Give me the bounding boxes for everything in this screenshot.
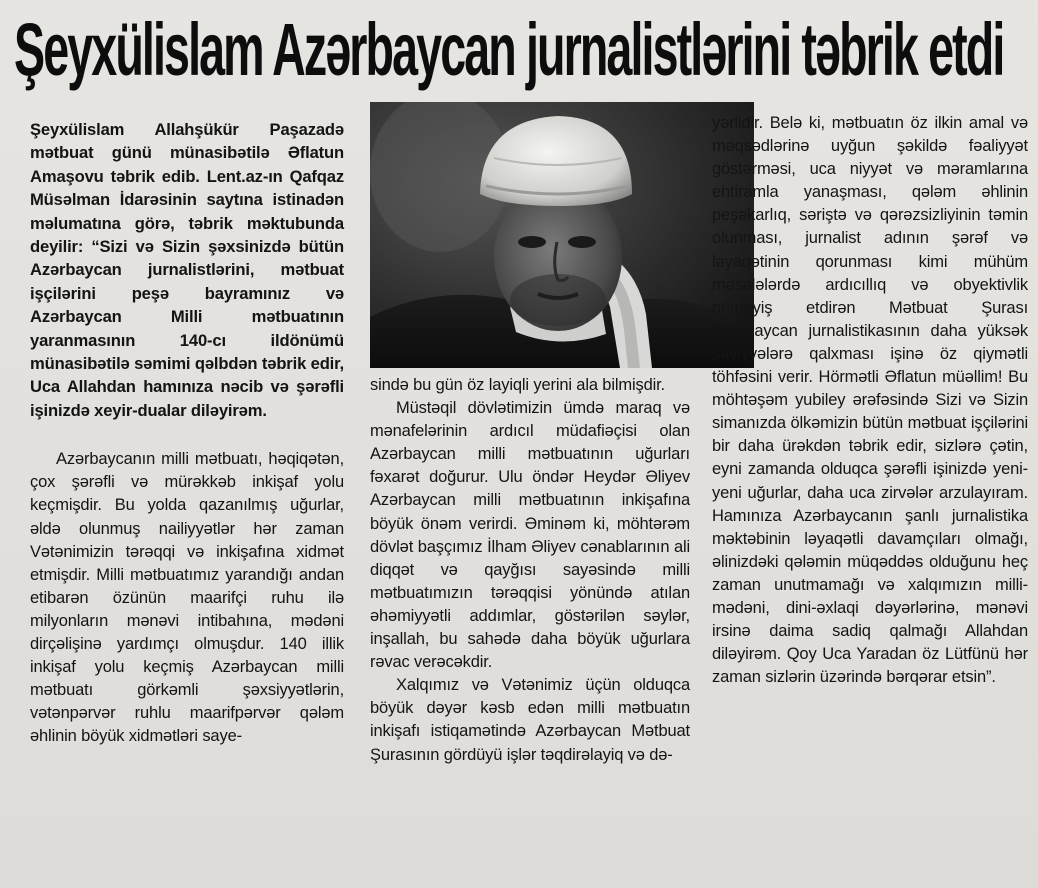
- article-paragraph: sində bu gün öz layiqli yerini ala bilmişdir.: [370, 376, 665, 394]
- article-paragraph: Azərbaycanın milli mətbuatı, həqiqətən, çox şərəfli və mürəkkəb inkişaf yolu keçmişdir. Bu yolda qazanılmış uğurlar, əldə olunmuş nailiyyətlər hər zaman Vətənimizin tərəqqi və inkişafına xidmət etmişdir. Milli mətbuatımız yarandığı andan etibarən özünün maarifçi ruhu ilə milyonların mənəvi intibahına, mədəni dirçəlişinə yardımçı olmuşdur. 140 illik inkişaf yolu keçmiş Azərbaycan milli mətbuatı görkəmli şəxsiyyətlərin, vətənpərvər ruhlu maarifpərvər qələm əhlinin böyük xidmətləri saye-: [30, 450, 344, 746]
- article-paragraph: Müstəqil dövlətimizin ümdə maraq və mənafelərinin ardıcıl müdafiəçisi olan Azərbaycan milli mətbuatının uğurları fəxarət doğurur. Ulu öndər Heydər Əliyev Azərbaycan milli mətbuatının inkişafına böyük önəm verirdi. Əminəm ki, möhtərəm dövlət başçımız İlham Əliyev cənablarının ali diqqət və qayğısı sayəsində milli mətbuatımızın tərəqqisi yönündə atılan əhəmiyyətli addımlar, göstərilən səylər, inşallah, bu sahədə daha böyük uğurlara rəvac verəcəkdir.: [370, 399, 690, 672]
- article-column-1: [30, 118, 344, 749]
- article-column-3: [712, 112, 1028, 689]
- portrait-image: [370, 102, 754, 368]
- article-headline: Şeyxülislam Azərbaycan jurnalistlərini təbrik etdi: [14, 8, 1004, 91]
- article-photo: [370, 102, 754, 368]
- article-paragraph: yərlidir. Belə ki, mətbuatın öz ilkin amal və məqsədlərinə uyğun şəkildə fəaliyyət göstərməsi, uca niyyət və məramlarına ehtiramla yanaşması, qələm əhlinin peşəkarlıq, səriştə və qərəzsizliyinin təmin olunması, jurnalist adının şərəf və ləyaqətinin qorunması kimi mühüm məsələlərdə ardıcıllıq və obyektivlik nümayiş etdirən Mətbuat Şurası Azərbaycan jurnalistikasının daha yüksək səviyyələrə qalxması işinə öz qiymətli töhfəsini verir. Hörmətli Əflatun müəllim! Bu möhtəşəm yubiley ərəfəsində Sizi və Sizin simanızda ölkəmizin bütün mətbuat işçilərini bir daha ürəkdən təbrik edir, sizlərə çətin, eyni zamanda olduqca şərəfli işinizdə yeni-yeni uğurlar, daha uca zirvələr arzulayıram. Hamınıza Azərbaycanın şanlı jurnalistika məktəbinin ləyaqətli davamçıları olmağı, əlinizdəki qələmin müqəddəs olduğunu heç zaman unutmamağı və xalqımızın milli-mədəni, dini-əxlaqi dəyərlərinə, mənəvi irsinə daima sadiq qalmağı Allahdan diləyirəm. Qoy Uca Yaradan öz Lütfünü hər zaman sizlərin üzərində bərqərar etsin”.: [712, 114, 1028, 687]
- article-paragraph: Xalqımız və Vətənimiz üçün olduqca böyük dəyər kəsb edən milli mətbuatın inkişafı istiqamətində Azərbaycan Mətbuat Şurasının gördüyü işlər təqdirəlayiq və də-: [370, 676, 690, 764]
- article-column-2: [370, 374, 690, 767]
- article-lead: Şeyxülislam Allahşükür Paşazadə mətbuat günü münasibətilə Əflatun Amaşovu təbrik edib. Lent.az-ın Qafqaz Müsəlman İdarəsinin saytına istinadən məlumatına görə, təbrik məktubunda deyilir: “Sizi və Sizin şəxsinizdə bütün Azərbaycan jurnalistlərini, mətbuat işçilərini peşə bayramınız və Azərbaycan Milli mətbuatının yaranmasının 140-cı ildönümü münasibətilə səmimi qəlbdən təbrik edir, Uca Allahdan hamınıza nəcib və şərəfli işinizdə xeyir-dualar diləyirəm.: [30, 120, 344, 420]
